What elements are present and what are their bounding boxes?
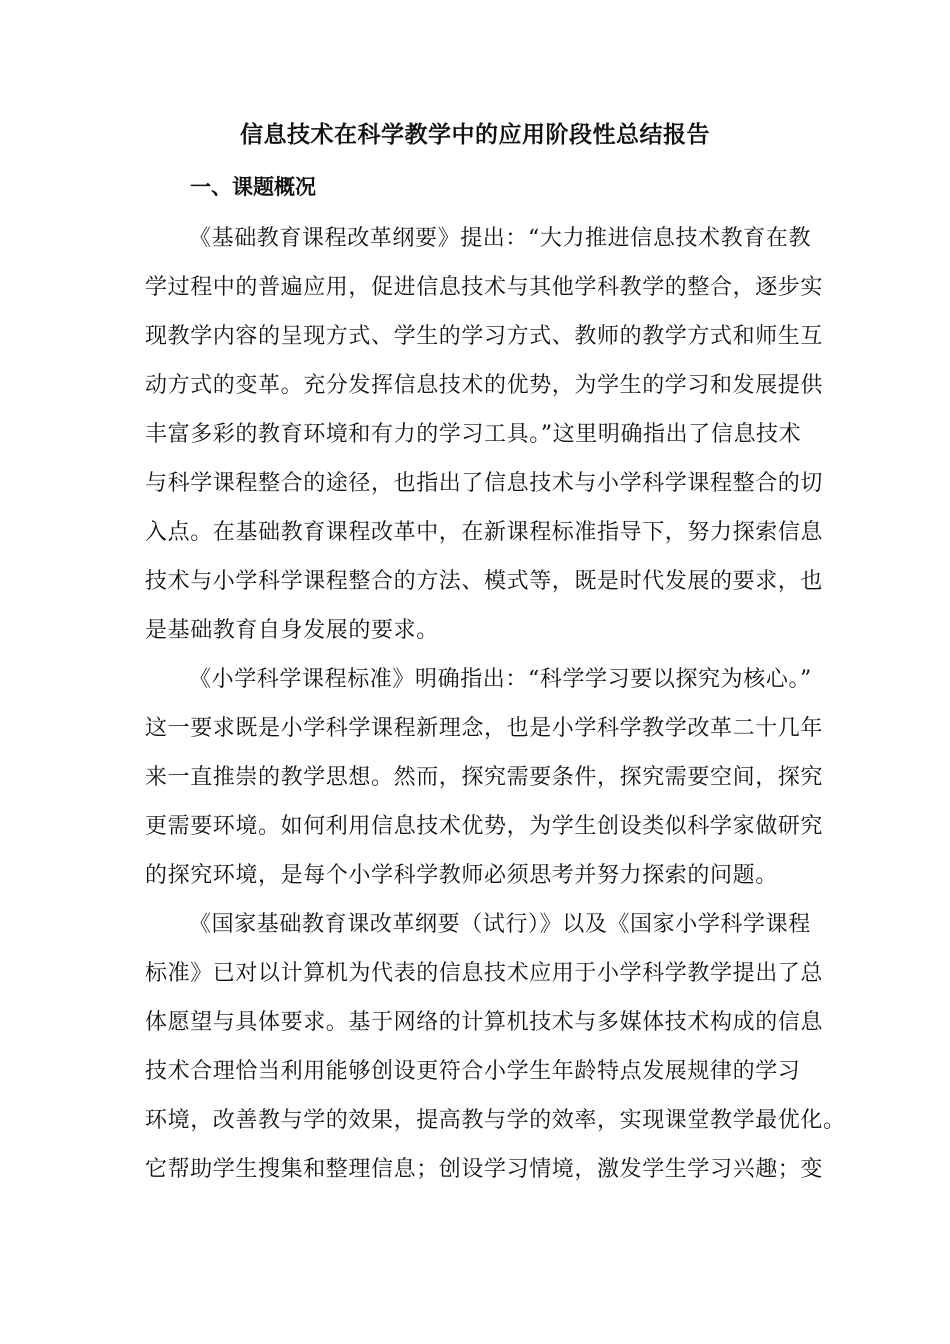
document-body	[145, 214, 846, 1194]
paragraph	[145, 900, 846, 1194]
text-line: 入点。在基础教育课程改革中，在新课程标准指导下，努力探索信息	[145, 520, 824, 545]
paragraph	[145, 214, 824, 655]
text-line: 这一要求既是小学科学课程新理念，也是小学科学教学改革二十几年	[145, 716, 824, 741]
text-line: 《基础教育课程改革纲要》提出：“大力推进信息技术教育在教	[189, 226, 812, 251]
text-line: 《国家基础教育课改革纲要（试行）》以及《国家小学科学课程	[189, 912, 811, 937]
text-line: 它帮助学生搜集和整理信息；创设学习情境，激发学生学习兴趣；变	[145, 1157, 824, 1182]
text-line: 标准》已对以计算机为代表的信息技术应用于小学科学教学提出了总	[145, 961, 824, 986]
text-line: 的探究环境，是每个小学科学教师必须思考并努力探索的问题。	[145, 863, 778, 888]
text-line: 是基础教育自身发展的要求。	[145, 618, 439, 643]
text-line: 《小学科学课程标准》明确指出：“科学学习要以探究为核心。”	[189, 667, 812, 692]
text-line: 学过程中的普遍应用，促进信息技术与其他学科教学的整合，逐步实	[145, 275, 824, 300]
text-line: 技术合理恰当利用能够创设更符合小学生年龄特点发展规律的学习	[145, 1059, 801, 1084]
document-title: 信息技术在科学教学中的应用阶段性总结报告	[240, 122, 710, 148]
text-line: 体愿望与具体要求。基于网络的计算机技术与多媒体技术构成的信息	[145, 1010, 824, 1035]
text-line: 动方式的变革。充分发挥信息技术的优势，为学生的学习和发展提供	[145, 373, 824, 398]
text-line: 更需要环境。如何利用信息技术优势，为学生创设类似科学家做研究	[145, 814, 824, 839]
text-line: 来一直推崇的教学思想。然而，探究需要条件，探究需要空间，探究	[145, 765, 824, 790]
text-line: 现教学内容的呈现方式、学生的学习方式、教师的教学方式和师生互	[145, 324, 824, 349]
text-line: 丰富多彩的教育环境和有力的学习工具。”这里明确指出了信息技术	[145, 422, 802, 447]
text-line: 与科学课程整合的途径，也指出了信息技术与小学科学课程整合的切	[145, 471, 824, 496]
text-line: 环境，改善教与学的效果，提高教与学的效率，实现课堂教学最优化。	[145, 1108, 846, 1133]
paragraph	[145, 655, 824, 900]
section-heading: 一、课题概况	[190, 175, 316, 199]
text-line: 技术与小学科学课程整合的方法、模式等，既是时代发展的要求，也	[145, 569, 824, 594]
